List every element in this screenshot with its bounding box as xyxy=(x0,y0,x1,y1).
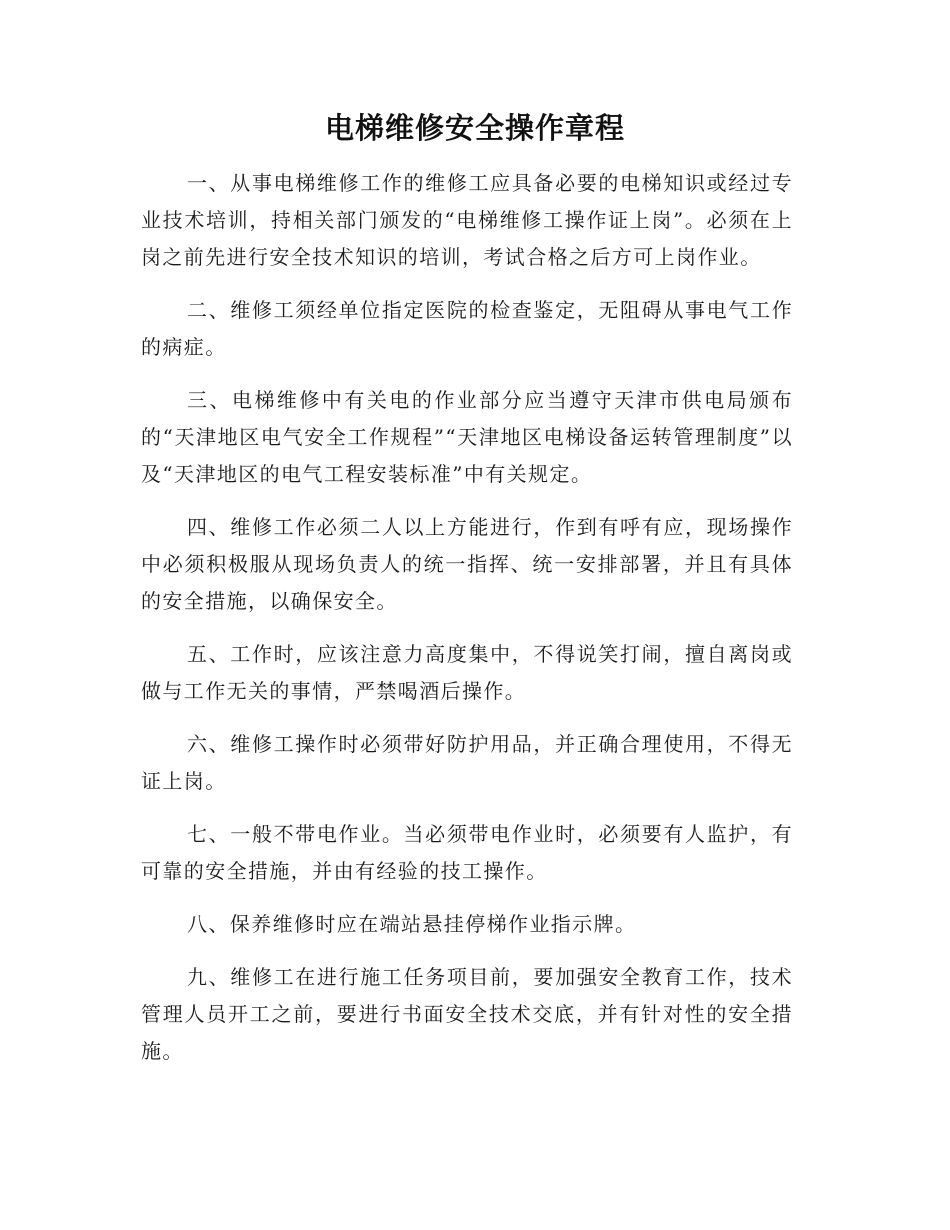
paragraph-9: 九、维修工在进行施工任务项目前，要加强安全教育工作，技术管理人员开工之前，要进行书面安全技术交底，并有针对性的安全措施。 xyxy=(141,965,793,1063)
paragraph-3: 三、电梯维修中有关电的作业部分应当遵守天津市供电局颁布的“天津地区电气安全工作规程”“天津地区电梯设备运转管理制度”以及“天津地区的电气工程安装标准”中有关规定。 xyxy=(141,388,793,486)
paragraph-6: 六、维修工操作时必须带好防护用品，并正确合理使用，不得无证上岗。 xyxy=(141,732,793,793)
paragraph-8: 八、保养维修时应在端站悬挂停梯作业指示牌。 xyxy=(187,912,637,936)
paragraph-7: 七、一般不带电作业。当必须带电作业时，必须要有人监护，有可靠的安全措施，并由有经验的技工操作。 xyxy=(141,822,793,883)
paragraph-1: 一、从事电梯维修工作的维修工应具备必要的电梯知识或经过专业技术培训，持相关部门颁发的“电梯维修工操作证上岗”。必须在上岗之前先进行安全技术知识的培训，考试合格之后方可上岗作业。 xyxy=(141,171,793,269)
paragraph-4: 四、维修工作必须二人以上方能进行，作到有呼有应，现场操作中必须积极服从现场负责人的统一指挥、统一安排部署，并且有具体的安全措施，以确保安全。 xyxy=(141,515,793,613)
document-body xyxy=(141,165,793,1086)
document-title: 电梯维修安全操作章程 xyxy=(324,111,625,145)
paragraph-2: 二、维修工须经单位指定医院的检查鉴定，无阻碍从事电气工作的病症。 xyxy=(141,298,793,359)
paragraph-5: 五、工作时，应该注意力高度集中，不得说笑打闹，擅自离岗或做与工作无关的事情，严禁喝酒后操作。 xyxy=(141,642,793,703)
